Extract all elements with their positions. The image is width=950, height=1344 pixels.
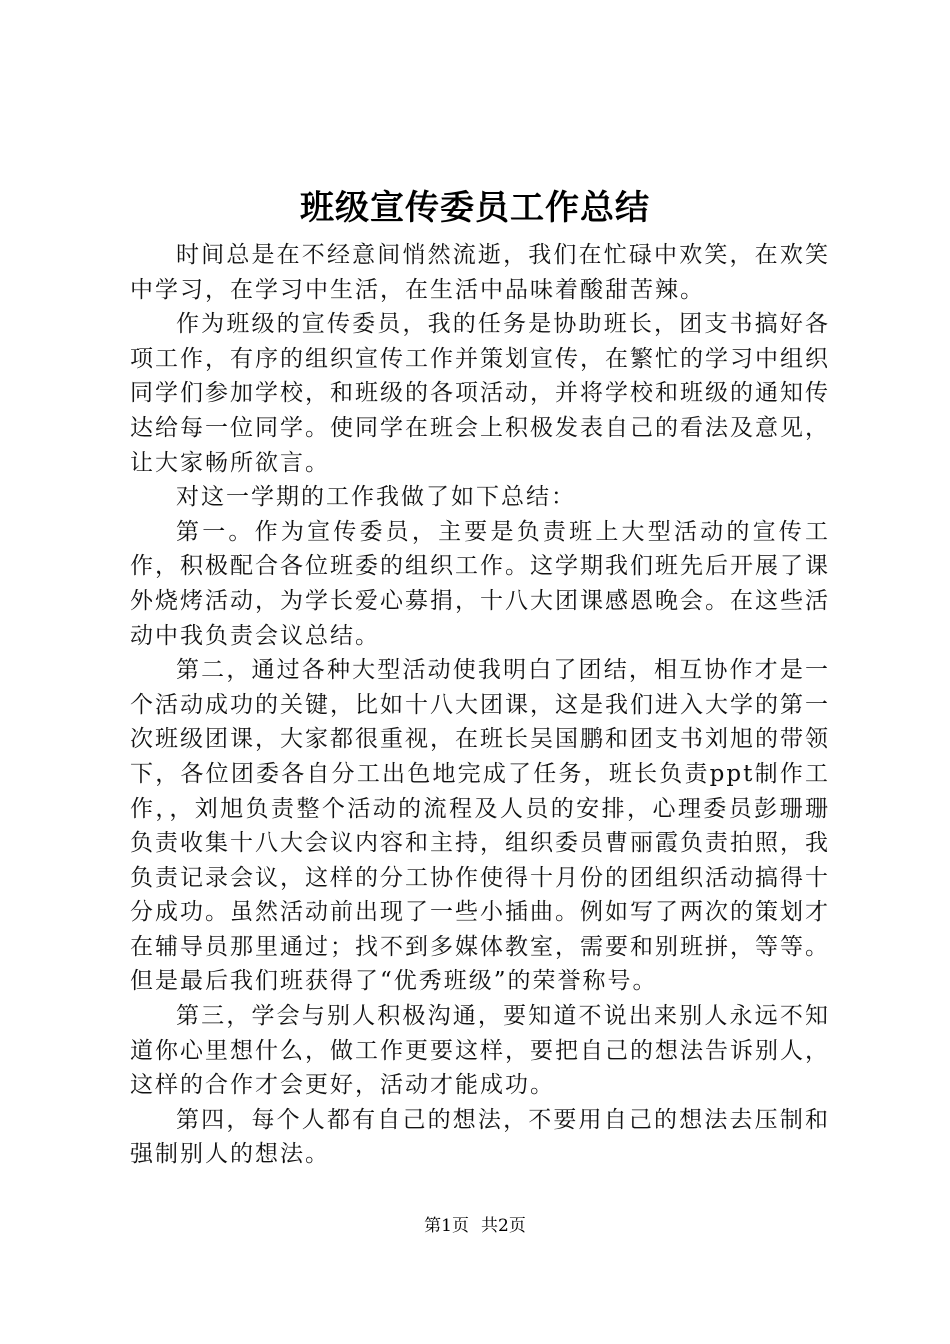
- document-body: [130, 238, 830, 1180]
- document-title: 班级宣传委员工作总结: [300, 188, 650, 228]
- page-number-total: 共2页: [481, 1216, 526, 1236]
- page-number-current: 第1页: [424, 1216, 469, 1236]
- page-footer: [0, 1214, 950, 1238]
- paragraph-intro: 时间总是在不经意间悄然流逝，我们在忙碌中欢笑，在欢笑中学习，在学习中生活，在生活中品味着酸甜苦辣。: [130, 242, 830, 303]
- paragraph-point-1: 第一。作为宣传委员，主要是负责班上大型活动的宣传工作，积极配合各位班委的组织工作。这学期我们班先后开展了课外烧烤活动，为学长爱心募捐，十八大团课感恩晚会。在这些活动中我负责会议总结。: [130, 518, 830, 649]
- paragraph-point-3: 第三，学会与别人积极沟通，要知道不说出来别人永远不知道你心里想什么，做工作更要这样，要把自己的想法告诉别人，这样的合作才会更好，活动才能成功。: [130, 1003, 830, 1099]
- paragraph-point-4: 第四，每个人都有自己的想法，不要用自己的想法去压制和强制别人的想法。: [130, 1106, 830, 1168]
- paragraph-summary-lead: 对这一学期的工作我做了如下总结：: [176, 484, 576, 511]
- paragraph-role: 作为班级的宣传委员，我的任务是协助班长，团支书搞好各项工作，有序的组织宣传工作并策划宣传，在繁忙的学习中组织同学们参加学校，和班级的各项活动，并将学校和班级的通知传达给每一位同学。使同学在班会上积极发表自己的看法及意见，让大家畅所欲言。: [130, 311, 830, 476]
- paragraph-point-2: 第二，通过各种大型活动使我明白了团结，相互协作才是一个活动成功的关键，比如十八大团课，这是我们进入大学的第一次班级团课，大家都很重视，在班长吴国鹏和团支书刘旭的带领下，各位团委各自分工出色地完成了任务，班长负责ppt制作工作，，刘旭负责整个活动的流程及人员的安排，心理委员彭珊珊负责收集十八大会议内容和主持，组织委员曹丽霞负责拍照，我负责记录会议，这样的分工协作使得十月份的团组织活动搞得十分成功。虽然活动前出现了一些小插曲。例如写了两次的策划才在辅导员那里通过；找不到多媒体教室，需要和别班拼，等等。但是最后我们班获得了“优秀班级”的荣誉称号。: [130, 657, 830, 995]
